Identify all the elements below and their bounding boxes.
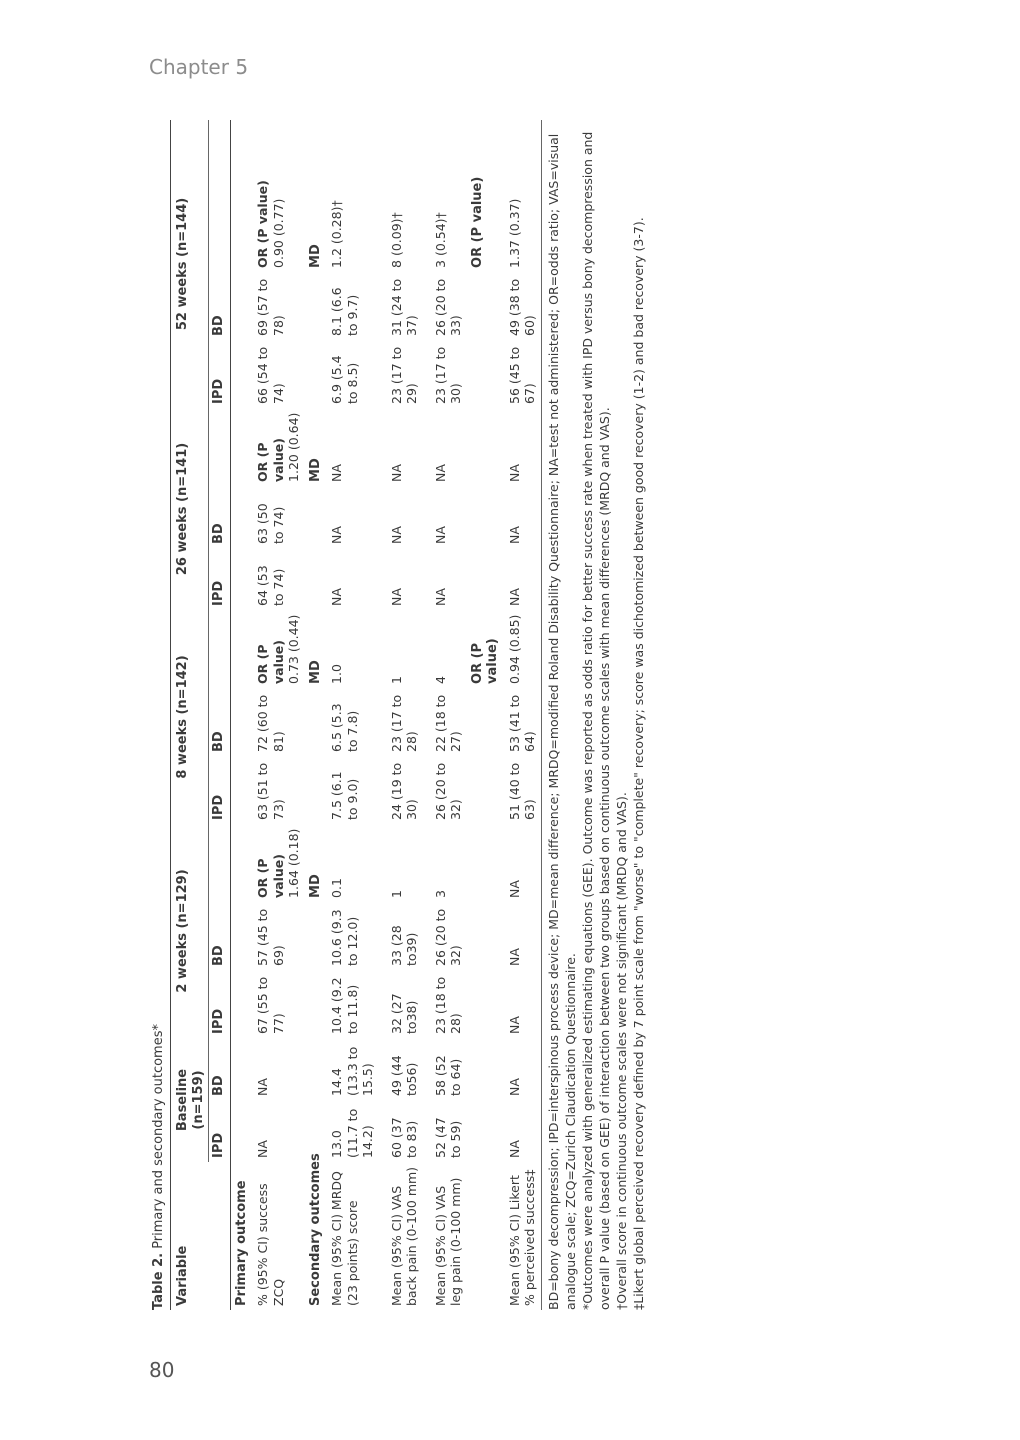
row-label: Mean (95% CI) VAS leg pain (0-100 mm) [432, 1177, 463, 1306]
table-cell: 26 (20 to 32) [432, 908, 463, 966]
table-cell: NA [504, 902, 542, 970]
table-cell: 14.4 (13.3 to 15.5) [329, 1046, 375, 1096]
table-cell: NA [388, 464, 404, 482]
subheader-ipd: IPD [209, 756, 231, 824]
table-cell: 10.6 (9.3 to 12.0) [329, 909, 360, 966]
table-cell: 49 (44 to56) [388, 1055, 419, 1096]
empty-header [209, 1162, 231, 1310]
table-cell: 60 (37 to 83) [388, 1117, 419, 1158]
subheader-empty [209, 824, 231, 902]
table-row [504, 120, 542, 1310]
table-cell: 69 (57 to 78) [255, 278, 286, 336]
or-heading: OR (P value) [255, 640, 286, 684]
table-caption-text: Primary and secondary outcomes* [151, 1024, 166, 1253]
table-caption-label: Table 2. [151, 1252, 166, 1310]
footnote-dagger: †Overall score in continuous outcome scales were not significant (MRDQ and VAS). [613, 792, 629, 1310]
table-cell: 6.9 (5.4 to 8.5) [329, 355, 360, 404]
outcomes-table [170, 120, 542, 1310]
table-cell: 7.5 (6.1 to 9.0) [329, 771, 360, 820]
table-cell: 51 (40 to 63) [504, 756, 542, 824]
table-cell: 8.1 (6.6 to 9.7) [329, 287, 360, 336]
row-label: Mean (95% CI) MRDQ (23 points) score [329, 1171, 360, 1306]
table-cell: NA [388, 588, 404, 606]
subheader-empty [209, 610, 231, 688]
table-cell: 22 (18 to 27) [432, 694, 463, 752]
table-cell: 56 (45 to 67) [504, 340, 542, 408]
footnote-double-dagger: ‡Likert global perceived recovery defined by 7 point scale from "worse" to "complete" recovery; score was dichotomized between good recovery (1-2) and bad recovery (3-7). [630, 217, 646, 1310]
section-primary-outcome: Primary outcome [233, 1180, 249, 1306]
group-header-8-weeks: 8 weeks (n=142) [171, 610, 209, 824]
table-cell: NA [504, 408, 542, 486]
table-cell: NA [504, 970, 542, 1038]
table-cell: NA [329, 464, 344, 482]
table-cell: 49 (38 to 60) [504, 272, 542, 340]
table-cell: 33 (28 to39) [388, 925, 419, 966]
table-cell: 1 [388, 676, 404, 684]
md-heading: MD [307, 660, 323, 684]
chapter-header: Chapter 5 [149, 55, 249, 79]
table-cell: 0.94 (0.85) [504, 610, 542, 688]
table-row [386, 120, 430, 1310]
subheader-ipd: IPD [209, 1100, 231, 1162]
subheader-empty [209, 120, 231, 272]
table-cell: 13.0 (11.7 to 14.2) [329, 1108, 375, 1158]
table-cell: 67 (55 to 77) [255, 976, 286, 1034]
table-cell: 1 [388, 890, 404, 898]
subheader-bd: BD [209, 272, 231, 340]
table-cell: 0.1 [329, 878, 344, 898]
table-cell: 6.5 (5.3 to 7.8) [329, 703, 360, 752]
table-cell: 57 (45 to 69) [255, 908, 286, 966]
row-label: Mean (95% CI) Likert % perceived success‡ [504, 1162, 542, 1310]
table-cell: 53 (41 to 64) [504, 688, 542, 756]
table-cell: 26 (20 to 32) [432, 762, 463, 820]
table-cell [252, 408, 305, 486]
table-cell: NA [504, 1100, 542, 1162]
table-cell: 31 (24 to 37) [388, 278, 419, 336]
variable-header: Variable [171, 1162, 209, 1310]
row-label: % (95% CI) success ZCQ [255, 1183, 286, 1306]
md-heading: MD [307, 244, 323, 268]
cell-value: 0.73 (0.44) [286, 614, 301, 684]
table-cell: NA [432, 526, 448, 544]
table-cell: 8 (0.09)† [388, 212, 404, 268]
table-cell: 23 (17 to 29) [388, 346, 419, 404]
table-cell: 10.4 (9.2 to 11.8) [329, 977, 360, 1034]
table-cell: NA [255, 1078, 270, 1096]
table-cell: NA [432, 464, 448, 482]
table-cell: NA [504, 486, 542, 548]
table-cell: 1.37 (0.37) [504, 120, 542, 272]
footnote-asterisk: *Outcomes were analyzed with generalized estimating equations (GEE). Outcome was reported as odds ratio for better success rate when treated with IPD versus bony decompression and overall P value (based on GEE) of interaction between two groups based on continuous outcome scales with mean differences (MRDQ and VAS). [579, 131, 612, 1310]
rotated-table-block [148, 120, 708, 1310]
table-cell: NA [504, 1038, 542, 1100]
subheader-ipd: IPD [209, 548, 231, 610]
cell-value: 0.90 (0.77) [270, 198, 286, 268]
table-cell: 23 (18 to 28) [432, 976, 463, 1034]
table-cell: 66 (54 to 74) [255, 346, 286, 404]
group-header-2-weeks: 2 weeks (n=129) [171, 824, 209, 1038]
table-cell: 72 (60 to 81) [255, 694, 286, 752]
table-cell [252, 120, 305, 272]
table-cell: NA [329, 588, 344, 606]
table-cell: 58 (52 to 64) [432, 1055, 463, 1096]
or-heading: OR (P value) [255, 180, 270, 268]
table-row [430, 120, 467, 1310]
section-secondary-outcomes: Secondary outcomes [307, 1153, 323, 1306]
table-cell: NA [432, 588, 448, 606]
page-number: 80 [149, 1358, 175, 1382]
table-cell: 64 (53 to 74) [255, 565, 286, 606]
subheader-bd: BD [209, 688, 231, 756]
or-heading: OR (P value) [469, 176, 485, 268]
table-cell: NA [504, 548, 542, 610]
table-cell: 23 (17 to 28) [388, 694, 419, 752]
table-cell: 63 (50 to 74) [255, 503, 286, 544]
table-cell: 24 (19 to 30) [388, 762, 419, 820]
or-heading: OR (P value) [255, 438, 286, 482]
subheader-bd: BD [209, 1038, 231, 1100]
table-row [326, 120, 386, 1310]
table-cell: NA [255, 1140, 270, 1158]
table-cell [252, 824, 305, 902]
table-cell: 52 (47 to 59) [432, 1117, 463, 1158]
table-cell: 26 (20 to 33) [432, 278, 463, 336]
subheader-bd: BD [209, 902, 231, 970]
table-caption [148, 120, 170, 1310]
table-cell: 23 (17 to 30) [432, 346, 463, 404]
subheader-ipd: IPD [209, 970, 231, 1038]
subheader-empty [209, 408, 231, 486]
table-cell: 3 [432, 890, 448, 898]
table-cell: 3 (0.54)† [432, 212, 448, 268]
table-footnotes [545, 120, 647, 1310]
table-cell: 1.0 [329, 664, 344, 684]
md-heading: MD [307, 458, 323, 482]
md-heading: MD [307, 874, 323, 898]
footnote-abbreviations: BD=bony decompression; IPD=interspinous process device; MD=mean difference; MRDQ=modified Roland Disability Questionnaire; NA=test not administered; OR=odds ratio; VAS=visual analogue scale; ZCQ=Zurich Claudication Questionnaire. [545, 133, 578, 1310]
group-header-baseline: Baseline (n=159) [171, 1038, 209, 1162]
cell-value: 1.64 (0.18) [286, 828, 301, 898]
table-cell: NA [388, 526, 404, 544]
table-cell [252, 610, 305, 688]
table-cell: NA [329, 526, 344, 544]
table-cell: 63 (51 to 73) [255, 762, 286, 820]
or-heading: OR (P value) [469, 638, 500, 684]
row-label: Mean (95% CI) VAS back pain (0-100 mm) [388, 1166, 419, 1306]
table-cell: 4 [432, 676, 448, 684]
table-cell: 32 (27 to38) [388, 993, 419, 1034]
subheader-ipd: IPD [209, 340, 231, 408]
table-cell: 1.2 (0.28)† [329, 200, 344, 268]
group-header-26-weeks: 26 weeks (n=141) [171, 408, 209, 610]
table-cell: NA [504, 824, 542, 902]
group-header-52-weeks: 52 weeks (n=144) [171, 120, 209, 408]
table-row [252, 120, 305, 1310]
cell-value: 1.20 (0.64) [286, 412, 301, 482]
or-heading: OR (P value) [255, 854, 286, 898]
subheader-bd: BD [209, 486, 231, 548]
